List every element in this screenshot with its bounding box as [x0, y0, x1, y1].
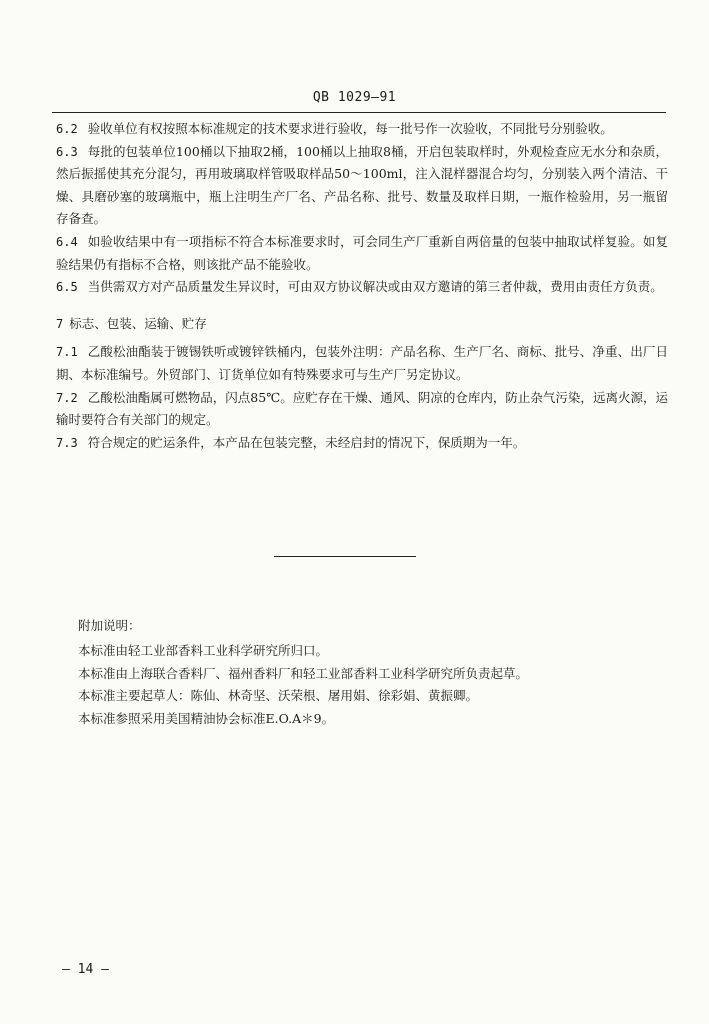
notes-line: 本标准参照采用美国精油协会标准E.O.A＊9。: [78, 710, 335, 726]
clause-number: 7.3: [56, 435, 78, 450]
clause-number: 7.2: [56, 390, 78, 405]
notes-line: 本标准由轻工业部香料工业科学研究所归口。: [78, 643, 329, 659]
clause-number: 6.5: [56, 280, 78, 295]
clause-text: 符合规定的贮运条件，本产品在包装完整，未经启封的情况下，保质期为一年。: [87, 434, 526, 450]
section-title: 标志、包装、运输、贮存: [69, 315, 207, 331]
main-content: [56, 118, 668, 454]
standard-code-header: QB 1029—91: [312, 90, 397, 105]
clause-7-3: [56, 432, 668, 455]
clause-text: 验收单位有权按照本标准规定的技术要求进行验收，每一批号作一次验收，不同批号分别验收。: [87, 121, 613, 136]
additional-notes: [78, 615, 678, 730]
clause-text: 当供需双方对产品质量发生异议时，可由双方协议解决或由双方邀请的第三者仲裁，费用由责任方负责。: [87, 279, 663, 295]
notes-line: 本标准主要起草人：陈仙、林奇坚、沃荣根、屠用娟、徐彩娟、黄振卿。: [78, 688, 479, 704]
clause-text: 乙酸松油酯属可燃物品，闪点85℃。应贮存在干燥、通风、阴凉的仓库内，防止杂气污染，远离火源，运输时要符合有关部门的规定。: [56, 389, 668, 428]
section-number: 7: [56, 316, 64, 331]
clause-6-5: [56, 276, 668, 299]
end-divider: [274, 556, 416, 557]
clause-7-1: [56, 341, 668, 386]
header-rule: [52, 112, 666, 113]
clause-number: 7.1: [56, 345, 78, 360]
notes-line: 本标准由上海联合香料厂、福州香料厂和轻工业部香料工业科学研究所负责起草。: [78, 665, 529, 681]
clause-7-2: [56, 387, 668, 432]
clause-number: 6.3: [56, 144, 78, 159]
clause-6-3: [56, 141, 668, 231]
clause-text: 乙酸松油酯装于镀锡铁听或镀锌铁桶内，包装外注明：产品名称、生产厂名、商标、批号、净重、出厂日期、本标准编号。外贸部门、订货单位如有特殊要求可与生产厂另定协议。: [56, 344, 668, 382]
section-7-heading: [56, 313, 668, 336]
notes-title: 附加说明：: [78, 618, 141, 633]
clause-text: 每批的包装单位100桶以下抽取2桶，100桶以上抽取8桶，开启包装取样时，外观检查应无水分和杂质，然后振摇使其充分混匀，再用玻璃取样管吸取样品50～100ml，注入混样器混合均匀，分别装入两个清洁、干燥、具磨砂塞的玻璃瓶中，瓶上注明生产厂名、产品名称、批号、数量及取样日期，一瓶作检验用，另一瓶留存备查。: [56, 143, 668, 227]
page-number: — 14 —: [62, 962, 109, 977]
clause-6-4: [56, 231, 668, 276]
clause-number: 6.2: [56, 122, 78, 136]
clause-number: 6.4: [56, 234, 78, 249]
clause-text: 如验收结果中有一项指标不符合本标准要求时，可会同生产厂重新自两倍量的包装中抽取试样复验。如复验结果仍有指标不合格，则该批产品不能验收。: [56, 233, 668, 272]
clause-6-2: [56, 118, 668, 141]
